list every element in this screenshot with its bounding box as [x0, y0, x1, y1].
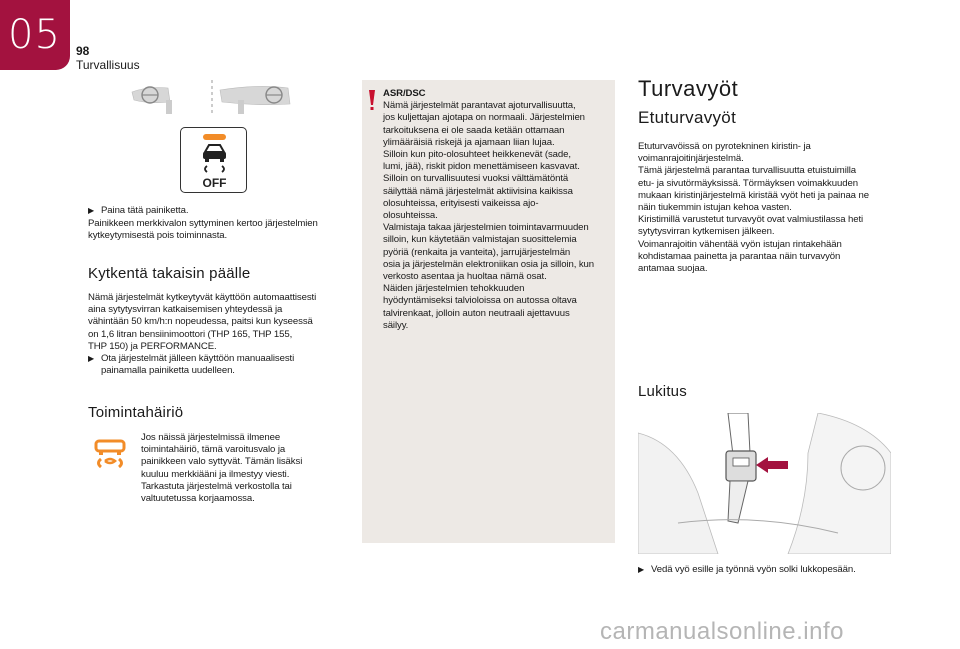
- lock-instruction: ▶ Vedä vyö esille ja työnnä vyön solki lukkopesään.: [638, 564, 856, 575]
- main-heading: Turvavyöt: [638, 76, 739, 101]
- dashboard-location-illustration: [128, 78, 320, 118]
- arrow-right-icon: ▶: [638, 565, 645, 574]
- page-number: 98: [76, 44, 90, 58]
- warning-title: ASR/DSC: [383, 88, 426, 99]
- chapter-tab: [0, 0, 70, 70]
- sub-heading: Etuturvavyöt: [638, 108, 737, 127]
- seatbelt-buckle-illustration: [638, 413, 891, 554]
- chapter-number: 05: [8, 12, 61, 58]
- warning-light-icon: [93, 437, 127, 471]
- skid-car-icon: [181, 128, 248, 194]
- lock-heading: Lukitus: [638, 383, 687, 400]
- press-note: Painikkeen merkkivalon syttyminen kertoo järjestelmien kytkeytymisestä pois toiminnasta.: [88, 218, 318, 242]
- warning-text: ASR/DSC Nämä järjestelmät parantavat ajoturvallisuutta, jos kuljettajan ajotapa on normaali. Järjestelmien tarkoituksena ei ole saada ketään ottamaan ylimääräisiä riskejä ja ajamaan liian lujaa. Silloin kun pito-olosuhteet heikkenevät (sade, lumi, jää), riskit pidon menettämiseen kasvavat. Silloin on turvallisuutesi vuoksi välttämätöntä säilyttää nämä järjestelmät aktiivisina kaikissa olosuhteissa, erityisesti vaikeissa ajo- olosuhteissa. Valmistaja takaa järjestelmien toimintavarmuuden silloin, kun käytetään valmistajan suosittelemia pyöriä (renkaita ja vanteita), jarrujärjestelmän osia ja järjestelmän elektroniikan osia ja silloin, kun verkosto asentaa ja huoltaa nämä osat. Näiden järjestelmien tehokkuuden hyödyntämiseksi talvioloissa on autossa oltava talvirenkaat, jolloin auton neutraali ajettavuus säilyy.: [383, 88, 595, 331]
- arrow-right-icon: ▶: [88, 206, 95, 215]
- insert-arrow-icon: [756, 457, 788, 473]
- exclamation-icon: [366, 90, 378, 112]
- watermark: carmanualsonline.info: [600, 618, 844, 645]
- fault-text: Jos näissä järjestelmissä ilmenee toimintahäiriö, tämä varoitusvalo ja painikkeen valo syttyvät. Tämän lisäksi kuuluu merkkiääni ja ilmestyy viesti. Tarkastuta järjestelmä verkostolla tai valtuutetussa korjaamossa.: [141, 432, 303, 505]
- fault-heading: Toimintahäiriö: [88, 404, 184, 421]
- asr-off-button-illustration: [180, 127, 247, 193]
- press-instruction: ▶ Paina tätä painiketta.: [88, 205, 189, 216]
- reactivate-text: Nämä järjestelmät kytkeytyvät käyttöön automaattisesti aina sytytysvirran katkaisemisen yhteydessä ja vähintään 50 km/h:n nopeudessa, paitsi kun kyseessä on 1,6 litran bensiinimoottori (THP 165, THP 155, THP 150) ja PERFORMANCE.: [88, 292, 317, 352]
- section-title: Turvallisuus: [76, 58, 140, 72]
- arrow-right-icon: ▶: [88, 354, 95, 363]
- front-belt-text: Etuturvavöissä on pyrotekninen kiristin- ja voimanrajoitinjärjestelmä. Tämä järjestelmä parantaa turvallisuutta etuistuimilla etu- ja sivutörmäyksissä. Törmäyksen voimakkuuden mukaan kiristinjärjestelmä kiristää vyöt heti ja painaa ne näin tiukemmin istujan kehoa vasten. Kiristimillä varustetut turvavyöt ovat valmiustilassa heti sytytysvirran kytkemisen jälkeen. Voimanrajoitin vähentää vyön istujan rintakehään kohdistamaa painetta ja parantaa näin turvavyön antamaa suojaa.: [638, 141, 869, 275]
- off-label: OFF: [202, 176, 227, 190]
- reactivate-heading: Kytkentä takaisin päälle: [88, 265, 251, 282]
- reactivate-bullet: ▶ Ota järjestelmät jälleen käyttöön manuaalisesti painamalla painiketta uudelleen.: [88, 353, 295, 377]
